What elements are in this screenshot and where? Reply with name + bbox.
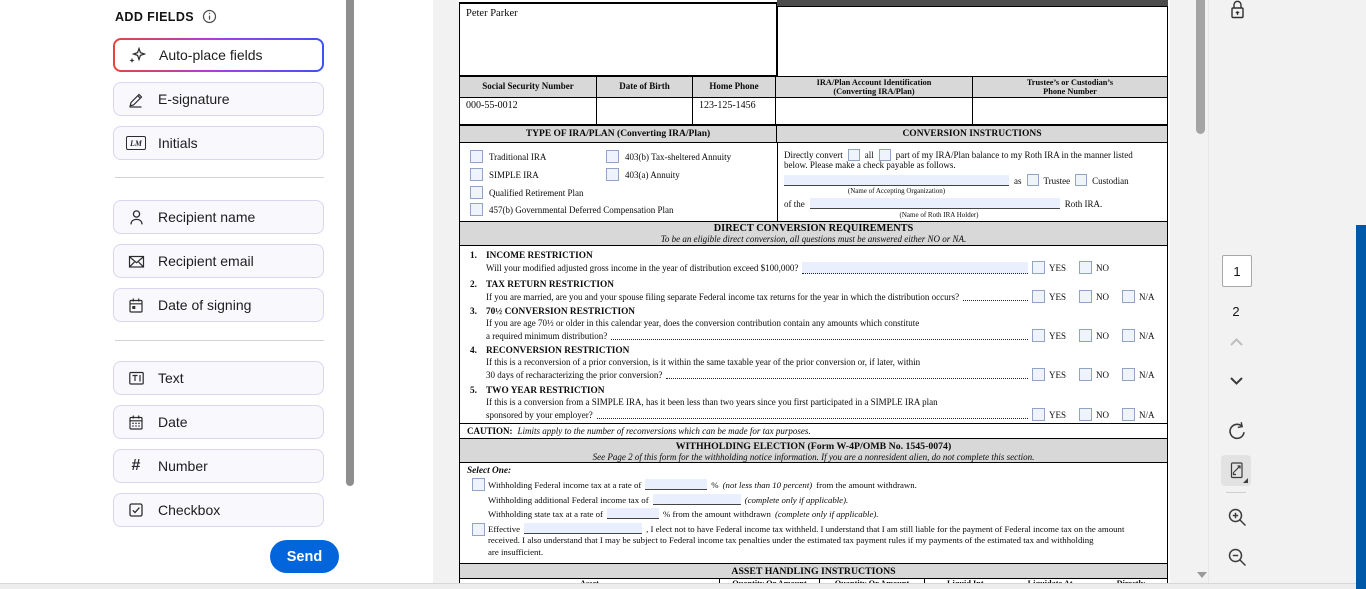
trustee-checkbox[interactable] bbox=[1027, 174, 1039, 186]
requirements-title: DIRECT CONVERSION REQUIREMENTS bbox=[713, 223, 914, 234]
trustee-phone-value bbox=[973, 98, 1167, 124]
lock-icon bbox=[1228, 0, 1247, 20]
holder-caption: (Name of Roth IRA Holder) bbox=[899, 211, 979, 219]
col-header: IRA/Plan Account Identification (Converting IRA/Plan) bbox=[776, 77, 973, 97]
question-row: Will your modified adjusted gross income in the year of distribution exceed $100,000? YES NO bbox=[486, 262, 1109, 273]
qualified-plan-checkbox[interactable] bbox=[470, 186, 483, 199]
date-field-button[interactable] bbox=[113, 405, 324, 439]
no-checkbox[interactable] bbox=[1079, 329, 1092, 342]
type-section-title: TYPE OF IRA/PLAN (Converting IRA/Plan) bbox=[460, 126, 777, 142]
zoom-out-button[interactable] bbox=[1226, 546, 1248, 570]
info-icon[interactable] bbox=[202, 9, 217, 24]
no-checkbox[interactable] bbox=[1079, 290, 1092, 303]
info-table-value-row bbox=[459, 98, 1168, 125]
recipient-name-button[interactable] bbox=[113, 200, 324, 234]
add-fields-panel bbox=[0, 0, 433, 589]
na-checkbox[interactable] bbox=[1122, 408, 1135, 421]
col-header: Trustee’s or Custodian’s Phone Number bbox=[1026, 77, 1114, 96]
asset-header bbox=[459, 563, 1168, 579]
withholding-body: Select One: Withholding Federal income tax at a rate of % (not less than 10 percent) from the amount withdrawn. Withholding additional Federal income tax of (complete only if applicable). Withholding state tax at a rate of % from the amount withdrawn (complete only if applicable). Effective , I elect not to have Federal income tax withheld. I understand that I am still liable for the payment of Federal income tax on the amount received. I also understand that I may be subject to Federal income tax penalties under the estimated tax payment rules if my payments of the estimated tax and withholding are insufficient. bbox=[459, 463, 1168, 563]
fit-page-icon bbox=[1228, 461, 1245, 480]
initials-icon: LM bbox=[126, 136, 146, 150]
cell-divider bbox=[777, 143, 778, 221]
text-field-label: Text bbox=[158, 370, 184, 386]
auto-place-icon bbox=[127, 47, 147, 64]
chevron-down-icon bbox=[1229, 376, 1244, 386]
yes-checkbox[interactable] bbox=[1032, 368, 1045, 381]
additional-federal-field[interactable] bbox=[653, 494, 741, 505]
no-checkbox[interactable] bbox=[1079, 408, 1092, 421]
right-edge-blue-bar bbox=[1356, 225, 1366, 589]
number-icon: # bbox=[131, 457, 141, 474]
recipient-email-button[interactable] bbox=[113, 244, 324, 278]
panel-heading bbox=[115, 9, 217, 24]
403a-annuity-checkbox[interactable] bbox=[606, 168, 619, 181]
custodian-checkbox[interactable] bbox=[1075, 174, 1087, 186]
select-one-label: Select One: bbox=[467, 466, 512, 476]
question-row: If you are married, are you and your spouse filing separate Federal income tax returns for the year in which the distribution occurs? YES NO N/A bbox=[486, 291, 1155, 302]
roth-holder-field[interactable] bbox=[810, 198, 1060, 209]
initials-button[interactable] bbox=[113, 126, 324, 160]
recipient-name-label: Recipient name bbox=[158, 209, 256, 225]
initials-label: Initials bbox=[158, 135, 198, 151]
withholding-subtitle: See Page 2 of this form for the withholding notice information. If you are a nonresident alien, do not complete this section. bbox=[592, 452, 1035, 462]
withhold-rate-checkbox[interactable] bbox=[472, 478, 485, 491]
checkbox-field-button[interactable] bbox=[113, 493, 324, 527]
name-cell bbox=[459, 2, 777, 76]
question-row: a required minimum distribution? YES NO N/A bbox=[486, 330, 1155, 341]
e-signature-button[interactable] bbox=[113, 82, 324, 116]
fit-page-menu-corner bbox=[1243, 478, 1248, 483]
text-icon bbox=[126, 370, 146, 386]
clipped-header-strip bbox=[777, 0, 1168, 7]
next-page-button[interactable] bbox=[1228, 375, 1244, 387]
date-field-label: Date bbox=[158, 414, 188, 430]
yes-checkbox[interactable] bbox=[1032, 290, 1045, 303]
checkbox-icon bbox=[126, 502, 146, 518]
dob-value bbox=[597, 98, 693, 124]
traditional-ira-checkbox[interactable] bbox=[470, 150, 483, 163]
403b-annuity-checkbox[interactable] bbox=[606, 150, 619, 163]
rotate-icon bbox=[1227, 421, 1247, 442]
auto-place-fields-button[interactable] bbox=[113, 38, 324, 72]
scroll-down-arrow[interactable] bbox=[1197, 572, 1207, 578]
yes-checkbox[interactable] bbox=[1032, 408, 1045, 421]
na-checkbox[interactable] bbox=[1122, 368, 1135, 381]
requirements-body: 1. INCOME RESTRICTION Will your modified adjusted gross income in the year of distribution exceed $100,000? YES NO 2. TAX RETURN RESTRICTION If you are married, are you and your spouse filing separate Federal income tax returns for the year in which the distribution occurs? YES NO N/A 3. 70½ CONVERSION RESTRICTION If you are age 70½ or older in this calendar year, does the conversion contribution contain any amounts which constitute a required minimum distribution? YES NO N/A 4. RECONVERSION RESTRICTION If this is a reconversion of a prior conversion, is it within the same taxable year of the prior conversion or, if later, within 30 days of recharacterizing the prior conversion? YES NO N/A 5. TWO YEAR RESTRICTION If this is a conversion from a SIMPLE IRA, has it been less than two years since you first participated in a SIMPLE IRA plan sponsored by your employer? YES NO N/A bbox=[459, 246, 1168, 423]
asset-title: ASSET HANDLING INSTRUCTIONS bbox=[731, 565, 896, 577]
document-scrollbar[interactable] bbox=[1196, 0, 1205, 134]
person-icon bbox=[126, 209, 146, 226]
text-field-button[interactable] bbox=[113, 361, 324, 395]
date-of-signing-button[interactable] bbox=[113, 288, 324, 322]
type-conversion-body: Traditional IRA SIMPLE IRA Qualified Retirement Plan 457(b) Governmental Deferred Compensation Plan 403(b) Tax-sheltered Annuity 403(a) Annuity Directly convert all part of my IRA/Plan balance to my Roth IRA in the manner listed below. Please make a check payable as follows. as Trustee Custodian (Name of Accepting Organization) of the Roth IRA. (Name of Roth IRA Holder) bbox=[459, 143, 1168, 222]
send-button-label: Send bbox=[286, 548, 323, 565]
auto-place-fields-label: Auto-place fields bbox=[159, 47, 263, 63]
fit-page-button[interactable] bbox=[1221, 455, 1251, 486]
no-checkbox[interactable] bbox=[1079, 261, 1092, 274]
org-caption: (Name of Accepting Organization) bbox=[847, 187, 946, 195]
rotate-page-button[interactable] bbox=[1226, 420, 1247, 443]
col-header: Date of Birth bbox=[597, 77, 693, 97]
ssn-value: 000-55-0012 bbox=[460, 98, 597, 124]
question-row: sponsored by your employer? YES NO N/A bbox=[486, 409, 1155, 420]
address-cell bbox=[777, 7, 1168, 76]
yes-checkbox[interactable] bbox=[1032, 261, 1045, 274]
federal-rate-field[interactable] bbox=[645, 479, 707, 490]
effective-date-field[interactable] bbox=[524, 523, 642, 534]
recipient-email-label: Recipient email bbox=[158, 253, 254, 269]
email-icon bbox=[126, 254, 146, 269]
chevron-up-icon bbox=[1229, 337, 1244, 347]
checkbox-field-label: Checkbox bbox=[158, 502, 221, 518]
calendar-icon bbox=[126, 414, 146, 431]
question-row: 30 days of recharacterizing the prior conversion? YES NO N/A bbox=[486, 369, 1155, 380]
calendar-signing-icon bbox=[126, 297, 146, 314]
e-signature-label: E-signature bbox=[158, 91, 230, 107]
withholding-title: WITHHOLDING ELECTION (Form W-4P/OMB No. 1545-0074) bbox=[675, 441, 952, 452]
state-rate-field[interactable] bbox=[607, 508, 659, 519]
section-title-row bbox=[459, 125, 1168, 143]
zoom-in-icon bbox=[1227, 507, 1248, 529]
accepting-org-field[interactable] bbox=[784, 175, 1009, 186]
ira-id-value bbox=[776, 98, 973, 124]
send-button[interactable] bbox=[270, 540, 339, 573]
caution-text: Limits apply to the number of reconversions which can be made for tax purposes. bbox=[517, 426, 811, 436]
phone-value: 123-125-1456 bbox=[693, 98, 776, 124]
sidebar-divider bbox=[115, 340, 324, 341]
457b-plan-checkbox[interactable] bbox=[470, 203, 483, 216]
name-value: Peter Parker bbox=[466, 8, 518, 19]
no-checkbox[interactable] bbox=[1079, 368, 1092, 381]
caution-label: CAUTION: bbox=[467, 426, 513, 436]
conversion-section-title: CONVERSION INSTRUCTIONS bbox=[902, 129, 1042, 139]
requirements-subtitle: To be an eligible direct conversion, all questions must be answered either NO or NA. bbox=[660, 234, 967, 244]
col-header: Social Security Number bbox=[460, 77, 597, 97]
lock-button[interactable] bbox=[1227, 0, 1247, 20]
date-of-signing-label: Date of signing bbox=[158, 297, 252, 313]
page-1-indicator[interactable]: 1 bbox=[1222, 255, 1252, 287]
na-checkbox[interactable] bbox=[1122, 329, 1135, 342]
zoom-in-button[interactable] bbox=[1226, 506, 1248, 530]
rail-divider-line bbox=[1208, 0, 1209, 589]
number-field-button[interactable] bbox=[113, 449, 324, 483]
document-page bbox=[459, 0, 1170, 589]
sidebar-scrollbar[interactable] bbox=[346, 0, 354, 486]
no-withholding-checkbox[interactable] bbox=[472, 523, 485, 536]
previous-page-button[interactable] bbox=[1228, 336, 1244, 348]
answer-field[interactable] bbox=[802, 262, 1028, 274]
sidebar-divider bbox=[115, 177, 324, 178]
rail-divider bbox=[1226, 492, 1246, 493]
zoom-out-icon bbox=[1227, 547, 1248, 569]
bottom-strip bbox=[0, 583, 1366, 589]
requirements-header bbox=[459, 222, 1168, 246]
page-2-button[interactable]: 2 bbox=[1232, 303, 1240, 319]
e-signature-icon bbox=[126, 91, 146, 108]
number-field-label: Number bbox=[158, 458, 208, 474]
withholding-header bbox=[459, 438, 1168, 463]
na-checkbox[interactable] bbox=[1122, 290, 1135, 303]
info-table-header-row bbox=[459, 76, 1168, 98]
simple-ira-checkbox[interactable] bbox=[470, 168, 483, 181]
panel-heading-label: ADD FIELDS bbox=[115, 9, 194, 24]
yes-checkbox[interactable] bbox=[1032, 329, 1045, 342]
caution-row bbox=[459, 423, 1168, 438]
col-header: Home Phone bbox=[693, 77, 776, 97]
